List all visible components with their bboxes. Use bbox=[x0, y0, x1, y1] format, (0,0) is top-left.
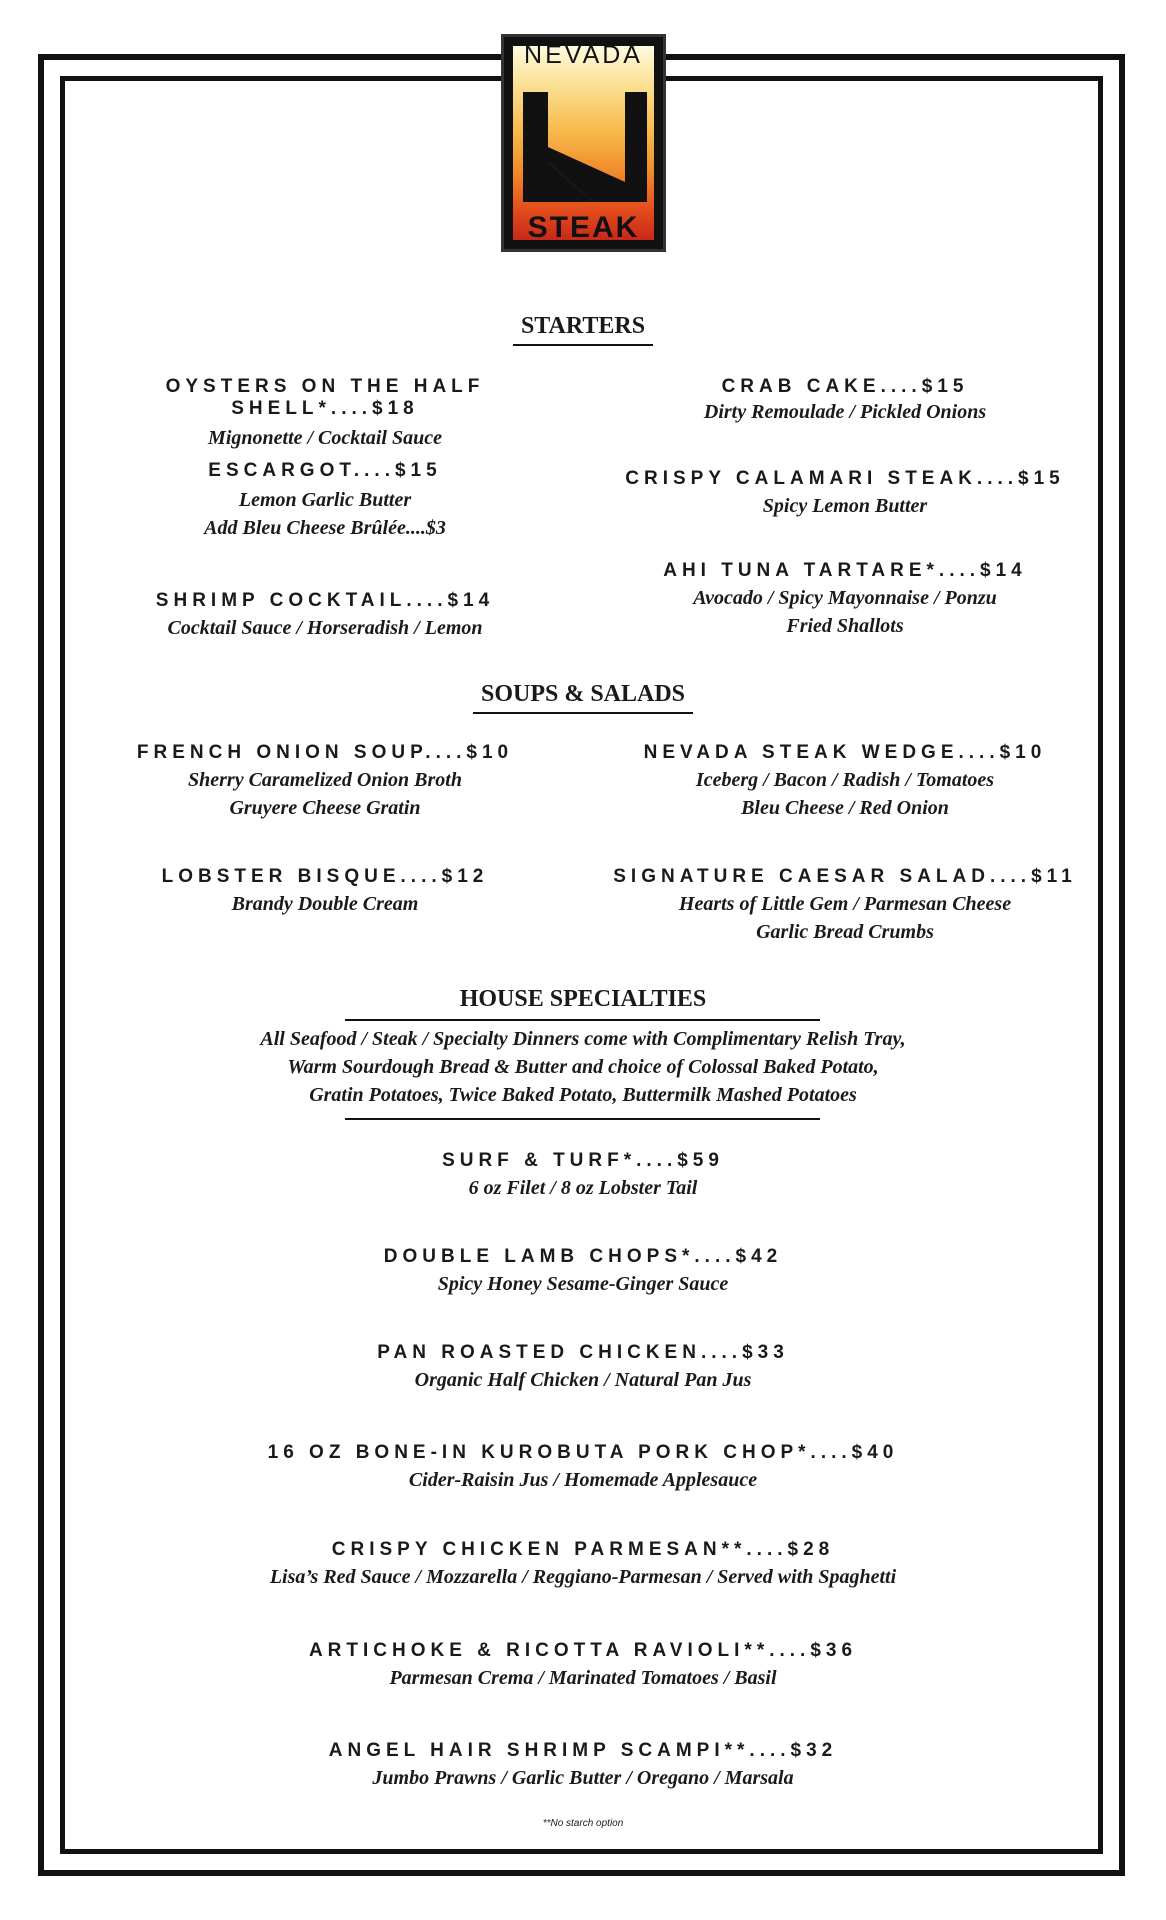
soups-salads-heading: SOUPS & SALADS bbox=[0, 681, 1166, 714]
menu-item: SIGNATURE CAESAR SALAD....$11 Hearts of Little Gem / Parmesan Cheese Garlic Bread Crumbs bbox=[613, 866, 1077, 943]
menu-item: CRISPY CHICKEN PARMESAN**....$28 Lisa’s Red Sauce / Mozzarella / Reggiano-Parmesan / Served with Spaghetti bbox=[269, 1539, 897, 1588]
footnote: **No starch option bbox=[542, 1818, 624, 1829]
house-specialties-heading: HOUSE SPECIALTIES bbox=[459, 986, 707, 1012]
menu-item: 16 OZ BONE-IN KUROBUTA PORK CHOP*....$40 Cider-Raisin Jus / Homemade Applesauce bbox=[267, 1442, 899, 1491]
menu-item: FRENCH ONION SOUP....$10 Sherry Caramelized Onion Broth Gruyere Cheese Gratin bbox=[136, 742, 514, 819]
menu-item: ARTICHOKE & RICOTTA RAVIOLI**....$36 Parmesan Crema / Marinated Tomatoes / Basil bbox=[308, 1640, 858, 1689]
menu-item: CRISPY CALAMARI STEAK....$15 Spicy Lemon Butter bbox=[625, 468, 1065, 517]
menu-item: AHI TUNA TARTARE*....$14 Avocado / Spicy Mayonnaise / Ponzu Fried Shallots bbox=[663, 560, 1027, 637]
menu-item: DOUBLE LAMB CHOPS*....$42 Spicy Honey Sesame-Ginger Sauce bbox=[383, 1246, 783, 1295]
divider-rule bbox=[345, 1118, 820, 1120]
menu-item: OYSTERS ON THE HALF SHELL*....$18 Mignonette / Cocktail Sauce bbox=[165, 376, 485, 449]
menu-item: NEVADA STEAK WEDGE....$10 Iceberg / Bacon / Radish / Tomatoes Bleu Cheese / Red Onion bbox=[643, 742, 1047, 819]
logo-bottom-text: STEAK bbox=[527, 211, 640, 244]
menu-item: SHRIMP COCKTAIL....$14 Cocktail Sauce / Horseradish / Lemon bbox=[155, 590, 495, 639]
menu-item: PAN ROASTED CHICKEN....$33 Organic Half Chicken / Natural Pan Jus bbox=[377, 1342, 789, 1391]
specialties-note: All Seafood / Steak / Specialty Dinners come with Complimentary Relish Tray, Warm Sourdough Bread & Butter and choice of Colossal Baked Potato, Gratin Potatoes, Twice Baked Potato, Buttermilk Mashed Potatoes bbox=[260, 1028, 906, 1106]
menu-item: ESCARGOT....$15 Lemon Garlic Butter Add Bleu Cheese Brûlée....$3 bbox=[204, 460, 446, 539]
logo-top-text: NEVADA bbox=[524, 41, 643, 69]
menu-item: ANGEL HAIR SHRIMP SCAMPI**....$32 Jumbo Prawns / Garlic Butter / Oregano / Marsala bbox=[328, 1740, 838, 1789]
nevada-steak-logo bbox=[501, 34, 666, 252]
divider-rule bbox=[345, 1019, 820, 1021]
menu-item: CRAB CAKE....$15 Dirty Remoulade / Pickled Onions bbox=[703, 376, 987, 423]
logo-mark-icon bbox=[513, 77, 654, 212]
menu-item: SURF & TURF*....$59 6 oz Filet / 8 oz Lobster Tail bbox=[442, 1150, 724, 1199]
menu-item: LOBSTER BISQUE....$12 Brandy Double Cream bbox=[161, 866, 489, 915]
starters-heading: STARTERS bbox=[0, 313, 1166, 346]
